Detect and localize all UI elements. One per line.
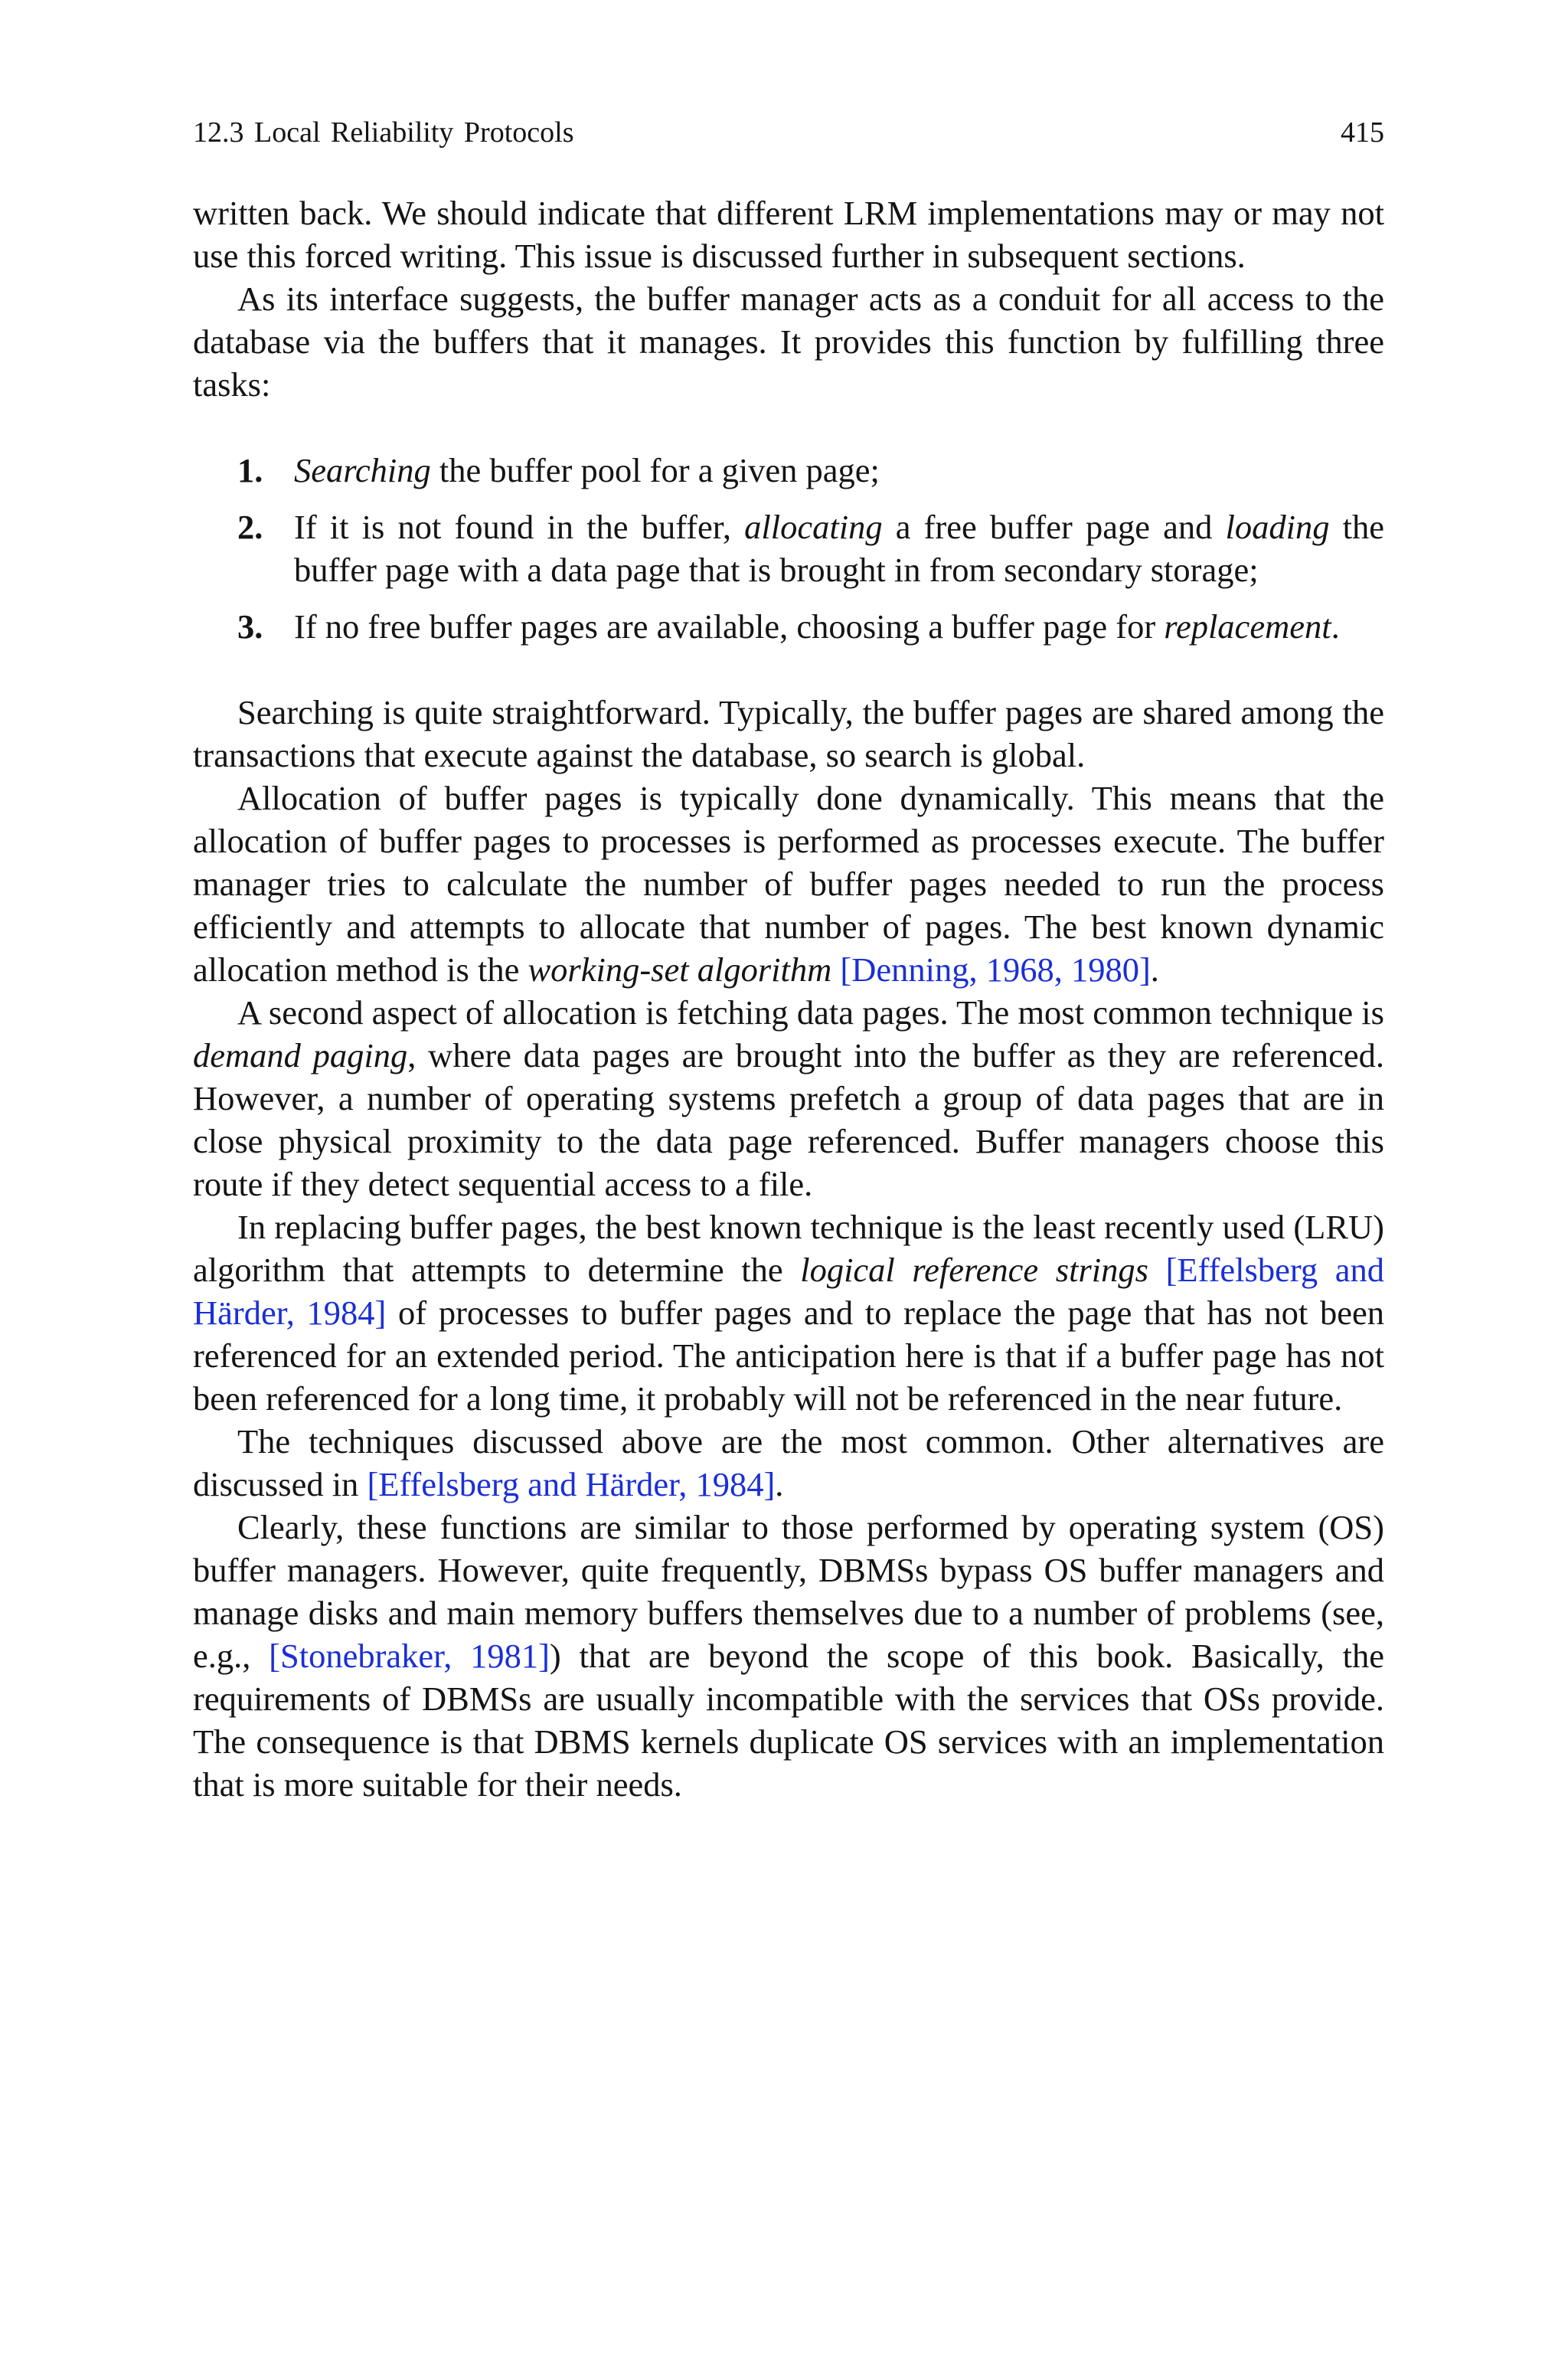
paragraph-buffer-manager-intro: As its interface suggests, the buffer manager acts as a conduit for all access to the database via the buffers that it manages. It provides this function by fulfilling three tasks: bbox=[193, 280, 1384, 404]
list-number: 3. bbox=[237, 607, 263, 646]
emphasis-term: logical reference strings bbox=[800, 1251, 1148, 1289]
list-number: 1. bbox=[237, 451, 263, 489]
task-list bbox=[193, 449, 1384, 648]
citation-link[interactable]: [Denning, 1968, 1980] bbox=[840, 950, 1151, 989]
paragraph-alternatives: The techniques discussed above are the most common. Other alternatives are discussed in [Effelsberg and Härder, 1984]. bbox=[193, 1422, 1384, 1503]
paragraph-fetching: A second aspect of allocation is fetching data pages. The most common technique is demand paging, where data pages are brought into the buffer as they are referenced. However, a number of operating systems prefetch a group of data pages that are in close physical proximity to the data page referenced. Buffer managers choose this route if they detect sequential access to a file. bbox=[193, 993, 1384, 1203]
running-header bbox=[193, 115, 1384, 150]
citation-link[interactable]: [Stonebraker, 1981] bbox=[269, 1637, 550, 1675]
page-body bbox=[193, 115, 1384, 1806]
emphasis-term: allocating bbox=[744, 508, 883, 546]
paragraph-continued: written back. We should indicate that different LRM implementations may or may not use this forced writing. This issue is discussed further in subsequent sections. bbox=[193, 194, 1384, 275]
page-number: 415 bbox=[1341, 116, 1384, 149]
emphasis-term: replacement bbox=[1164, 607, 1331, 646]
paragraph-searching: Searching is quite straightforward. Typically, the buffer pages are shared among the transactions that execute against the database, so search is global. bbox=[193, 693, 1384, 774]
paragraph-replacement: In replacing buffer pages, the best known technique is the least recently used (LRU) algorithm that attempts to determine the logical reference strings [Effelsberg and Härder, 1984] of processes to buffer pages and to replace the page that has not been referenced for an extended period. The anticipation here is that if a buffer page has not been referenced for a long time, it probably will not be referenced in the near future. bbox=[193, 1208, 1384, 1418]
emphasis-term: demand paging bbox=[193, 1036, 408, 1075]
citation-link[interactable]: [Effelsberg and Härder, 1984] bbox=[367, 1465, 776, 1503]
emphasis-term: working-set algorithm bbox=[528, 950, 832, 989]
paragraph-os-buffers: Clearly, these functions are similar to those performed by operating system (OS) buffer managers. However, quite frequently, DBMSs bypass OS buffer managers and manage disks and main memory buffers themselves due to a number of problems (see, e.g., [Stonebraker, 1981]) that are beyond the scope of this book. Basically, the requirements of DBMSs are usually incompatible with the services that OSs provide. The consequence is that DBMS kernels duplicate OS services with an implementation that is more suitable for their needs. bbox=[193, 1508, 1384, 1804]
list-number: 2. bbox=[237, 508, 263, 546]
emphasis-term: loading bbox=[1225, 508, 1330, 546]
section-title: 12.3 Local Reliability Protocols bbox=[193, 116, 574, 149]
list-item: 1. Searching the buffer pool for a given page; bbox=[294, 449, 1384, 492]
list-item: 3. If no free buffer pages are available, choosing a buffer page for replacement. bbox=[294, 605, 1384, 648]
citation-link[interactable]: [Effelsberg and Härder, 1984] bbox=[193, 1251, 1384, 1332]
list-item: 2. If it is not found in the buffer, allocating a free buffer page and loading the buffer page with a data page that is brought in from secondary storage; bbox=[294, 505, 1384, 591]
paragraph-allocation: Allocation of buffer pages is typically done dynamically. This means that the allocation of buffer pages to processes is performed as processes execute. The buffer manager tries to calculate the number of buffer pages needed to run the process efficiently and attempts to allocate that number of pages. The best known dynamic allocation method is the working-set algorithm [Denning, 1968, 1980]. bbox=[193, 779, 1384, 989]
emphasis-term: Searching bbox=[294, 451, 431, 489]
